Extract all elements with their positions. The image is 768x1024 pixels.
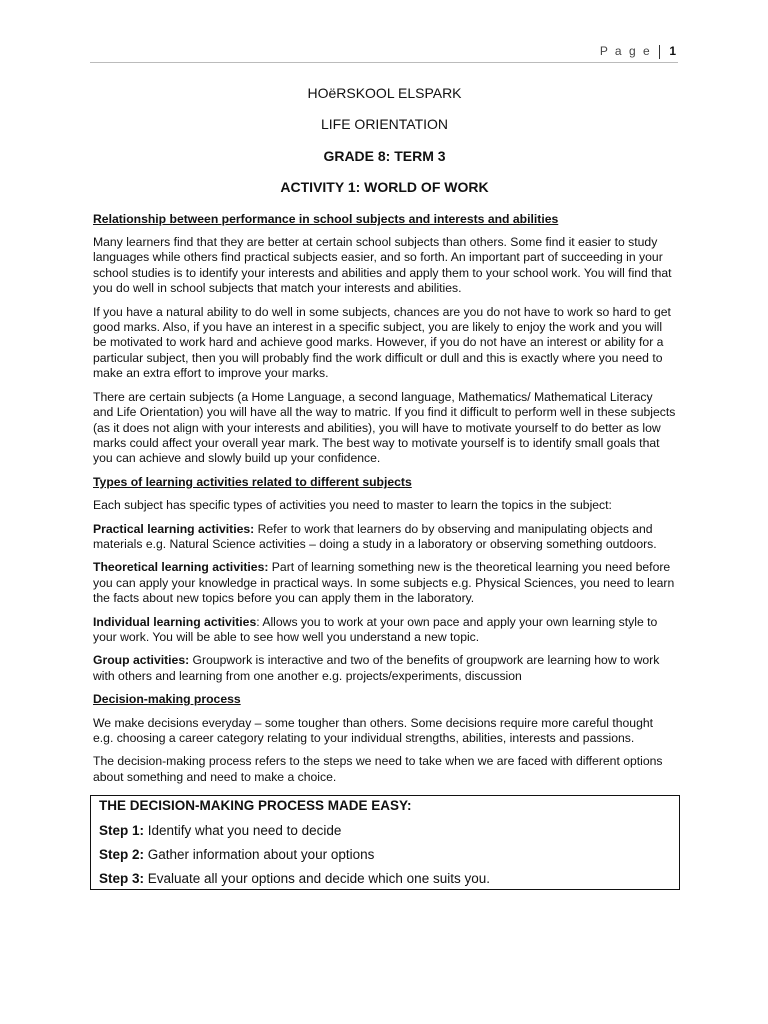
relationship-paragraph-3: There are certain subjects (a Home Language, a second language, Mathematics/ Mathematical Literacy and Life Orientation) you will have all the way to matric. If you find it difficult to perform well in these subjects (as it does not align with your interests and abilities), you will have to motivate yourself to do better as low marks could affect your overall year mark. The best way to motivate yourself is to identify small goals that you can achieve and slowly build up your confidence.	[93, 389, 676, 466]
page-header	[600, 44, 676, 59]
types-heading: Types of learning activities related to different subjects	[93, 474, 412, 489]
types-intro: Each subject has specific types of activities you need to master to learn the topics in the subject:	[93, 498, 612, 513]
page-number: 1	[669, 44, 676, 58]
relationship-heading: Relationship between performance in school subjects and interests and abilities	[93, 211, 559, 226]
relationship-paragraph-1: Many learners find that they are better at certain school subjects than others. Some find it easier to study languages while others find practical subjects easier, and so forth. An important part of succeeding in your school studies is to identify your interests and abilities and apply them to your school work. You will find that you do well in school subjects that match your interests and abilities.	[93, 235, 672, 296]
group-paragraph	[93, 653, 676, 684]
decision-paragraph-2: The decision-making process refers to the steps we need to take when we are faced with different options about something and need to make a choice.	[93, 754, 663, 784]
individual-label: Individual learning activities	[93, 614, 257, 629]
step-3-label: Step 3:	[99, 871, 145, 887]
step-1-label: Step 1:	[99, 822, 145, 838]
school-name: HOëRSKOOL ELSPARK	[307, 85, 462, 101]
practical-label: Practical learning activities:	[93, 521, 255, 536]
grade-title: GRADE 8: TERM 3	[323, 147, 446, 164]
step-1	[99, 823, 671, 838]
step-1-text: Identify what you need to decide	[144, 822, 342, 838]
step-3-text: Evaluate all your options and decide which one suits you.	[144, 871, 490, 887]
practical-text: Refer to work that learners do by observing and manipulating objects and materials e.g. Natural Science activities – doing a study in a laboratory or observing something outdoors.	[93, 521, 657, 551]
decision-paragraph-1: We make decisions everyday – some tougher than others. Some decisions require more careful thought e.g. choosing a career category relating to your individual strengths, abilities, interests and passions.	[93, 715, 654, 745]
theoretical-label: Theoretical learning activities:	[93, 560, 269, 575]
document-body	[93, 86, 676, 890]
practical-paragraph	[93, 522, 676, 553]
decision-steps-box	[90, 795, 680, 890]
box-title: THE DECISION-MAKING PROCESS MADE EASY:	[99, 798, 412, 814]
step-2-label: Step 2:	[99, 847, 145, 863]
page-word: P a g e	[599, 44, 652, 58]
individual-paragraph	[93, 615, 676, 646]
subject-title: LIFE ORIENTATION	[320, 116, 449, 133]
individual-text: : Allows you to work at your own pace and apply your own learning style to your work. You will be able to see how well you understand a new topic.	[93, 614, 658, 644]
group-label: Group activities:	[93, 653, 190, 668]
step-2-text: Gather information about your options	[144, 847, 375, 863]
step-2	[99, 847, 671, 862]
group-text: Groupwork is interactive and two of the benefits of groupwork are learning how to work with others and learning from one another e.g. projects/experiments, discussion	[93, 653, 660, 683]
header-rule	[90, 62, 678, 63]
activity-title: ACTIVITY 1: WORLD OF WORK	[280, 179, 489, 196]
decision-heading: Decision-making process	[93, 692, 241, 707]
theoretical-text: Part of learning something new is the theoretical learning you need before you can apply your knowledge in practical ways. In some subjects e.g. Physical Sciences, you need to learn the facts about new topics before you can apply them in the laboratory.	[93, 560, 675, 606]
step-3	[99, 871, 671, 886]
theoretical-paragraph	[93, 560, 676, 606]
relationship-paragraph-2: If you have a natural ability to do well in some subjects, chances are you do not have to work so hard to get good marks. Also, if you have an interest in a specific subject, you are likely to enjoy the work and you will be motivated to work hard and achieve good marks. However, if you do not have an interest or ability for a particular subject, then you will probably find the work difficult or dull and this is exactly where you need to make an extra effort to improve your marks.	[93, 304, 671, 381]
header-separator	[659, 45, 660, 59]
